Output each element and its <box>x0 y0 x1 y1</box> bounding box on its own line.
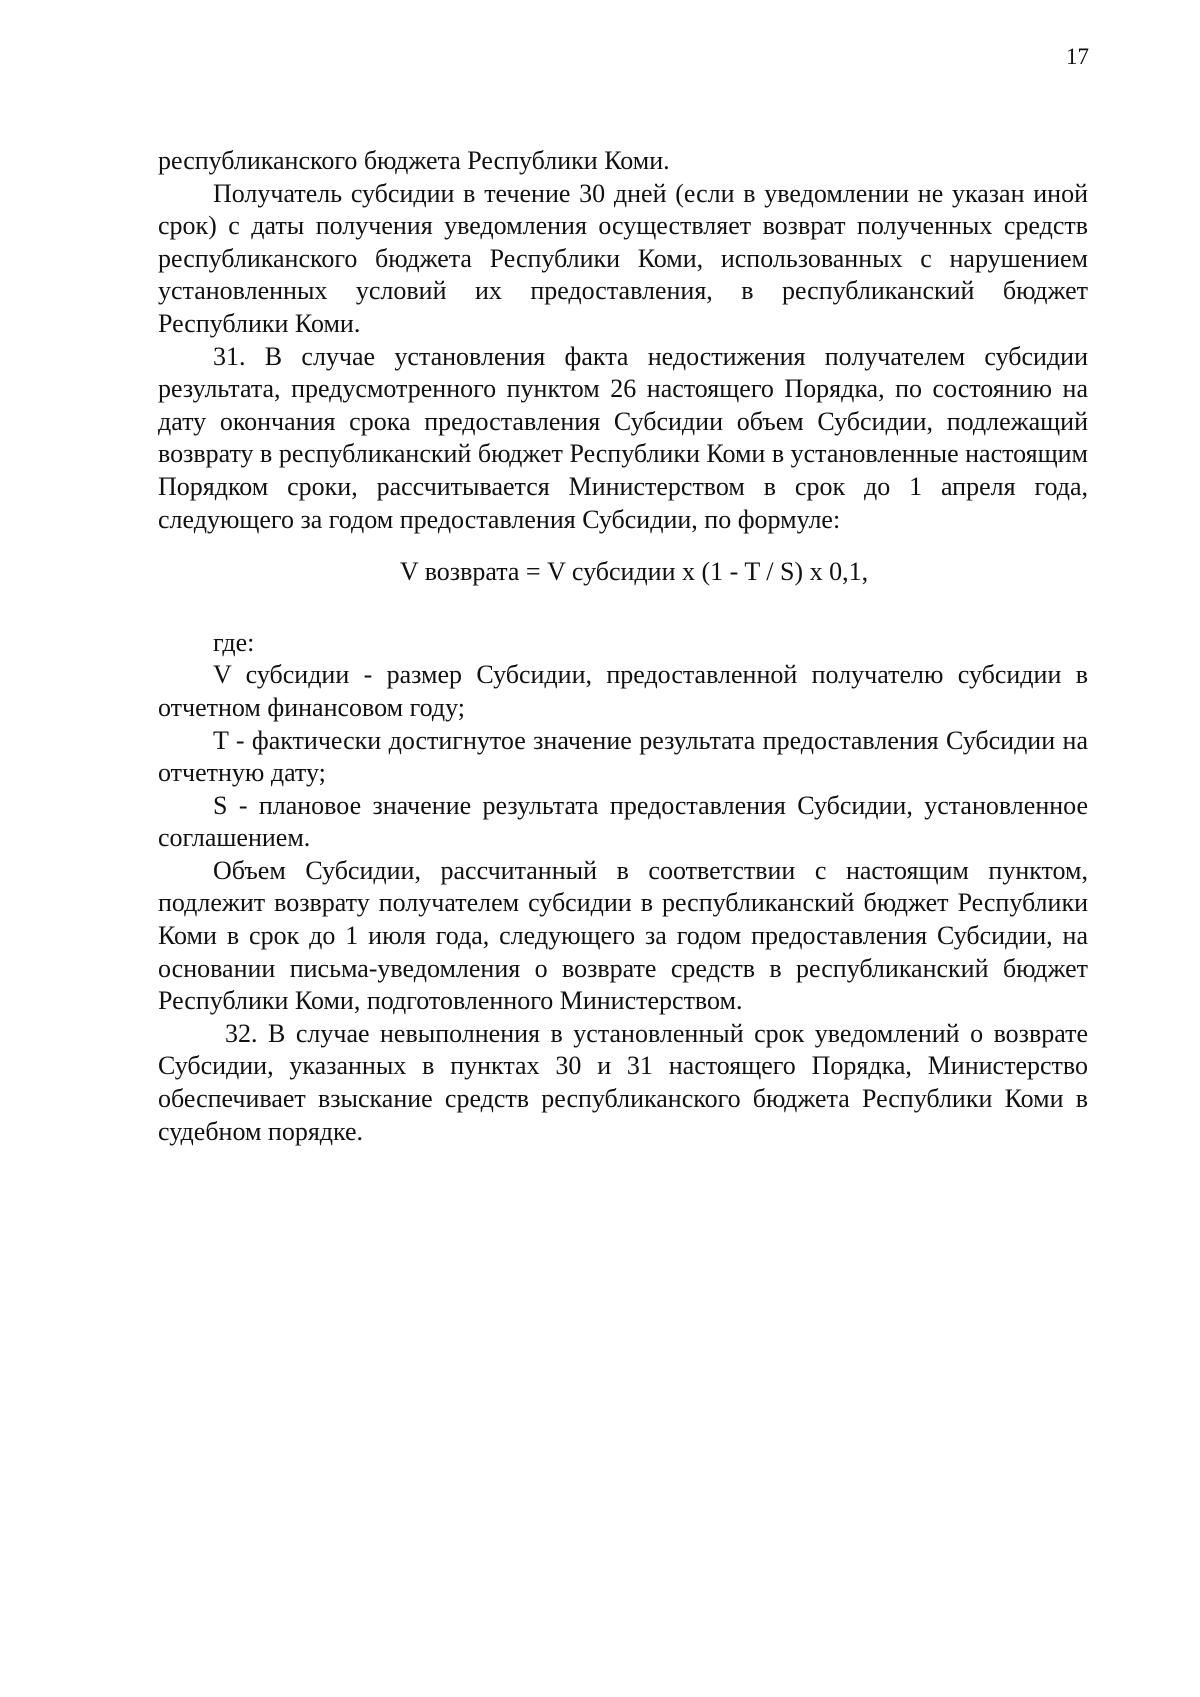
definition-t: T - фактически достигнутое значение результата предоставления Субсидии на отчетную дату; <box>158 725 1088 788</box>
paragraph-continuation: республиканского бюджета Республики Коми. <box>158 146 670 175</box>
paragraph-clause-31: 31. В случае установления факта недостижения получателем субсидии результата, предусмотренного пунктом 26 настоящего Порядка, по состоянию на дату окончания срока предоставления Субсидии объем Субсидии, подлежащий возврату в республиканский бюджет Республики Коми в установленные настоящим Порядком сроки, рассчитывается Министерством в срок до 1 апреля года, следующего за годом предоставления Субсидии, по формуле: <box>158 341 1088 534</box>
definition-s: S - плановое значение результата предоставления Субсидии, установленное соглашением. <box>158 790 1088 853</box>
paragraph-where: где: <box>213 627 255 657</box>
page-number: 17 <box>1066 44 1089 69</box>
paragraph-clause-32: 32. В случае невыполнения в установленный срок уведомлений о возврате Субсидии, указанных в пунктах 30 и 31 настоящего Порядка, Министерство обеспечивает взыскание средств республиканского бюджета Республики Коми в судебном порядке. <box>158 1018 1088 1146</box>
document-body <box>158 145 1088 1148</box>
paragraph-refund-volume: Объем Субсидии, рассчитанный в соответствии с настоящим пунктом, подлежит возврату получателем субсидии в республиканский бюджет Республики Коми в срок до 1 июля года, следующего за годом предоставления Субсидии, на основании письма-уведомления о возврате средств в республиканский бюджет Республики Коми, подготовленного Министерством. <box>158 855 1088 1016</box>
definition-v-subsidy: V субсидии - размер Субсидии, предоставленной получателю субсидии в отчетном финансовом году; <box>158 660 1088 722</box>
paragraph-refund-term: Получатель субсидии в течение 30 дней (если в уведомлении не указан иной срок) с даты получения уведомления осуществляет возврат полученных средств республиканского бюджета Республики Коми, использованных с нарушением установленных условий их предоставления, в республиканский бюджет Республики Коми. <box>158 178 1088 338</box>
refund-formula: V возврата = V субсидии x (1 - T / S) x 0,1, <box>399 557 869 587</box>
